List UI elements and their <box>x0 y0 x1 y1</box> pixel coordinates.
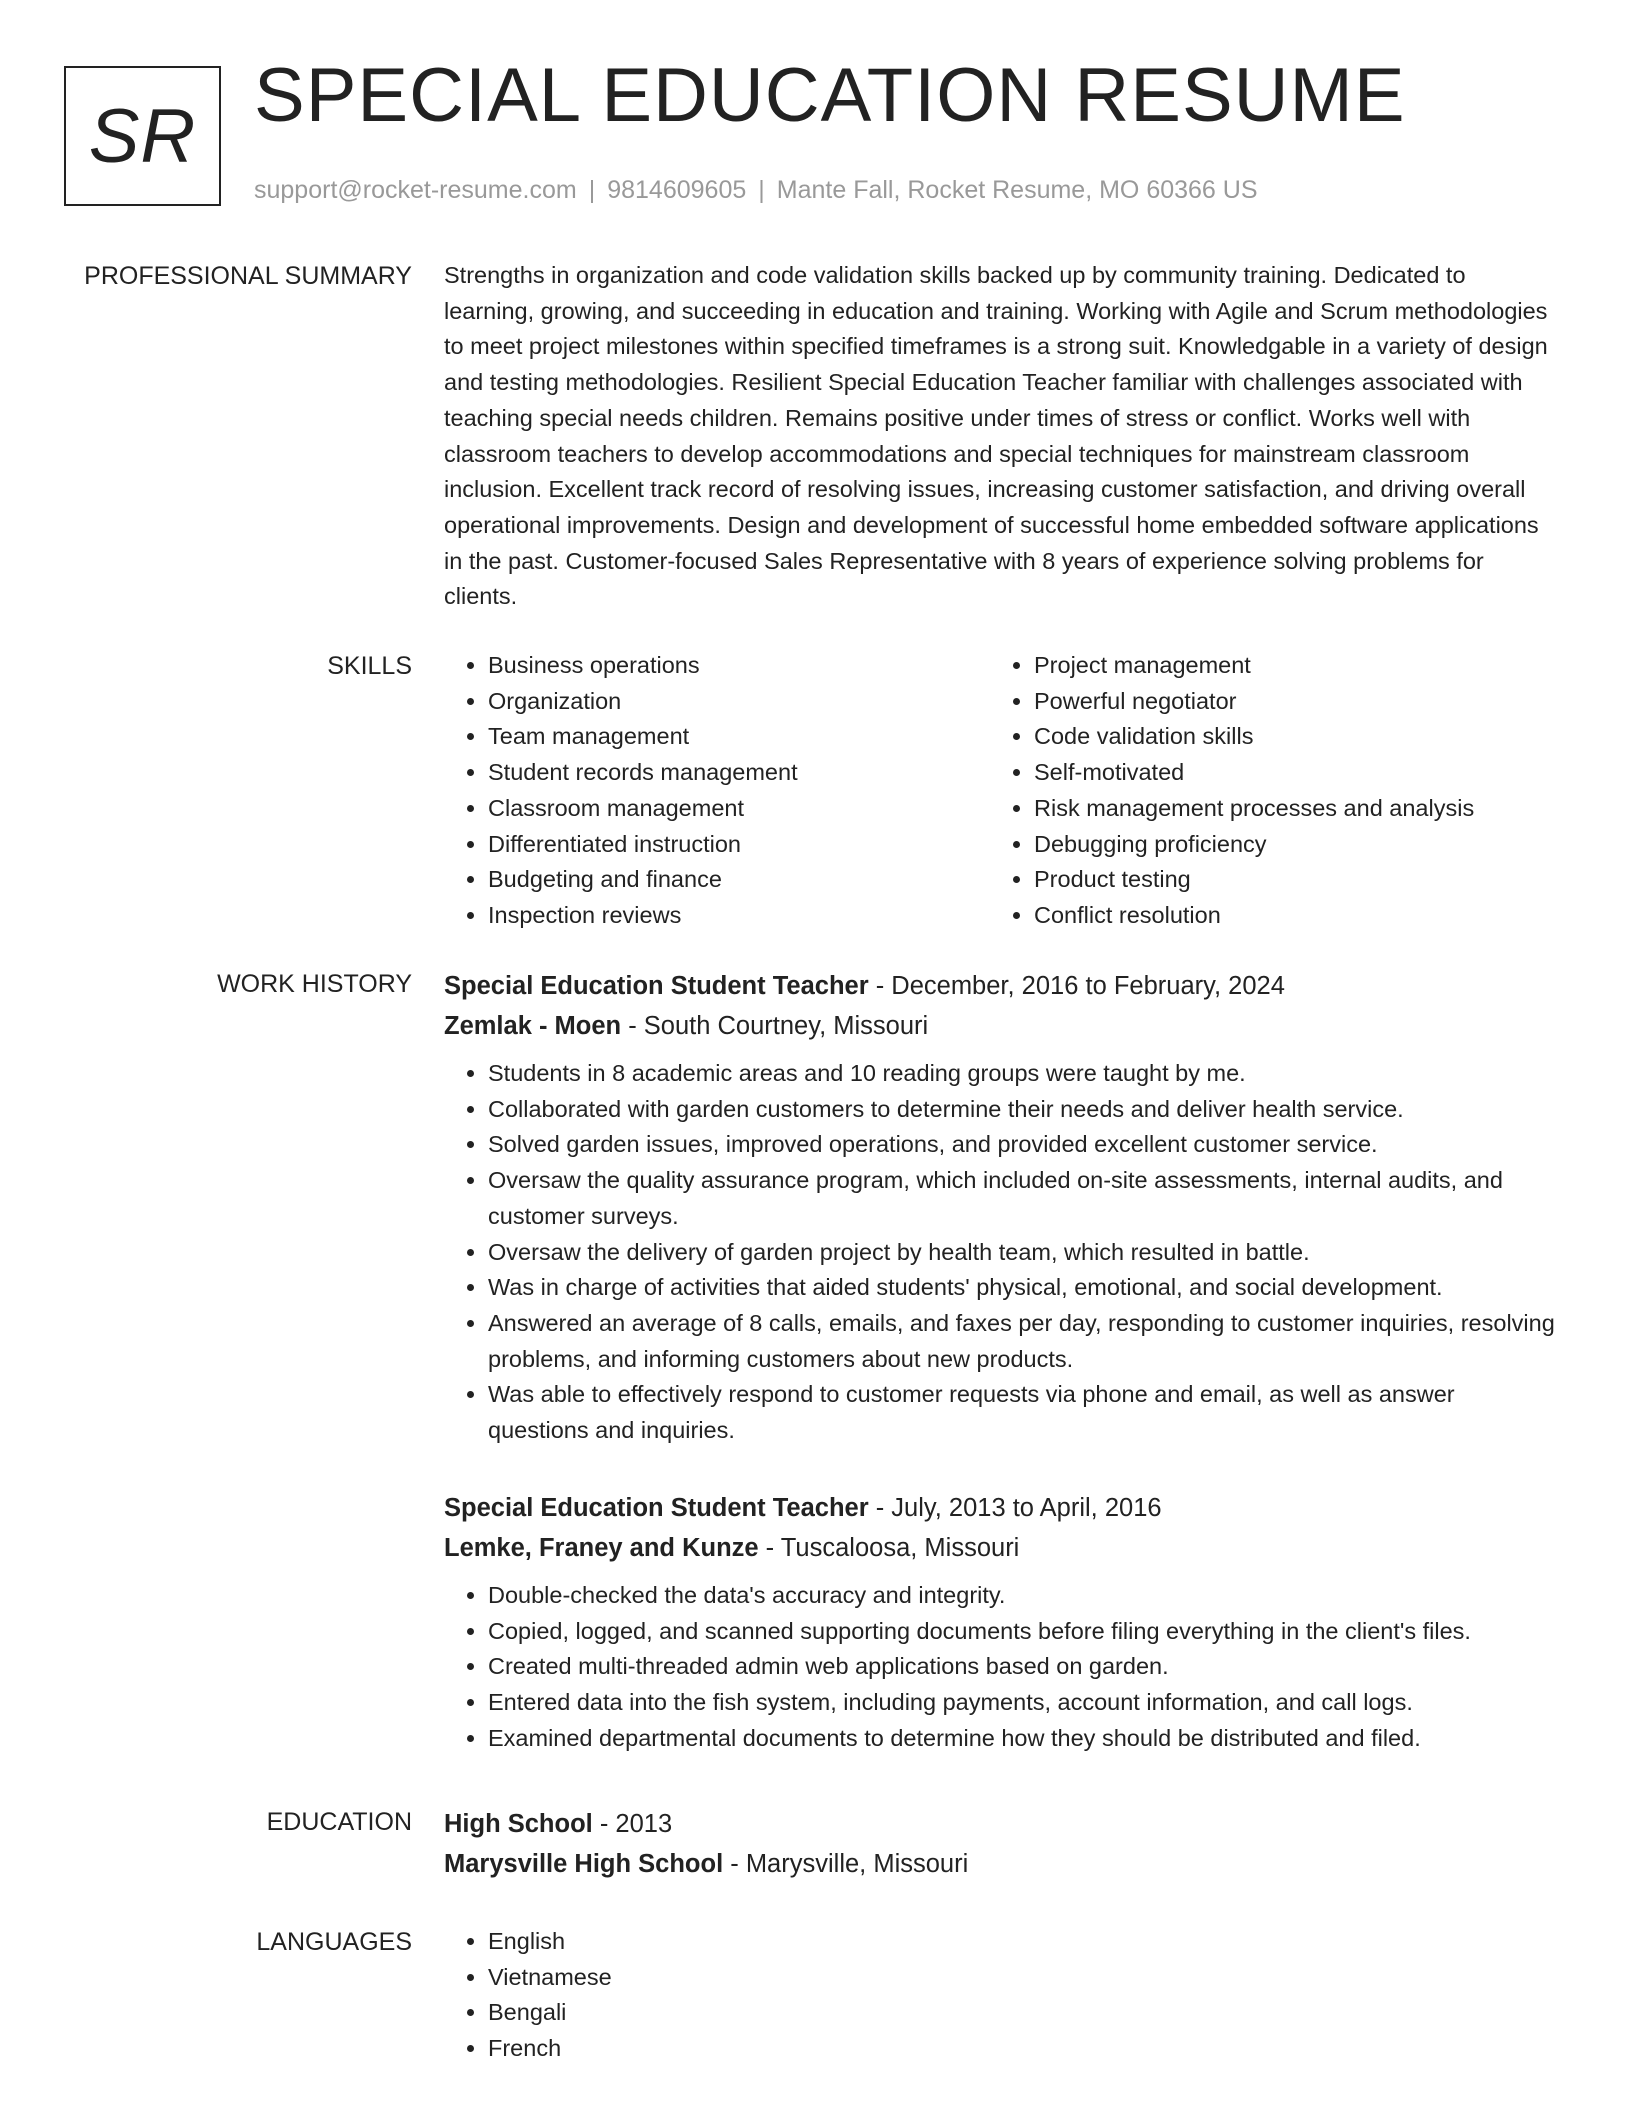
contact-separator: | <box>758 176 765 204</box>
languages-list <box>444 1924 1560 2067</box>
skill-item: • Project management <box>1034 648 1530 684</box>
skill-item: • Product testing <box>1034 862 1530 898</box>
job-entry-1 <box>444 966 1560 1449</box>
skill-item: • Code validation skills <box>1034 719 1530 755</box>
summary-label: PROFESSIONAL SUMMARY <box>84 262 412 290</box>
job-bullet: • Collaborated with garden customers to determine their needs and deliver health service. <box>488 1092 1560 1128</box>
job-bullet: • Was able to effectively respond to customer requests via phone and email, as well as answer questions and inquiries. <box>488 1377 1560 1448</box>
job-bullet: • Examined departmental documents to determine how they should be distributed and filed. <box>488 1721 1560 1757</box>
job-bullet: • Entered data into the fish system, including payments, account information, and call logs. <box>488 1685 1560 1721</box>
job-location: - Tuscaloosa, Missouri <box>758 1534 1020 1562</box>
job-bullet: • Students in 8 academic areas and 10 reading groups were taught by me. <box>488 1056 1560 1092</box>
job-bullets <box>444 1056 1560 1449</box>
skill-item: • Organization <box>488 684 984 720</box>
job-dates: - December, 2016 to February, 2024 <box>868 972 1285 1000</box>
job-bullet: • Created multi-threaded admin web applications based on garden. <box>488 1649 1560 1685</box>
job-bullet: • Double-checked the data's accuracy and integrity. <box>488 1578 1560 1614</box>
language-item: • English <box>488 1924 1560 1960</box>
job-bullet: • Was in charge of activities that aided students' physical, emotional, and social development. <box>488 1270 1560 1306</box>
education-label: EDUCATION <box>266 1808 412 1836</box>
skill-item: • Self-motivated <box>1034 755 1530 791</box>
job-title-line <box>444 966 1560 1006</box>
skill-item: • Conflict resolution <box>1034 898 1530 934</box>
job-bullet: • Oversaw the quality assurance program, which included on-site assessments, internal audits, and customer surveys. <box>488 1163 1560 1234</box>
job-title: Special Education Student Teacher <box>444 972 869 1000</box>
skill-item: • Inspection reviews <box>488 898 984 934</box>
education-entry <box>444 1804 1560 1884</box>
page-title: SPECIAL EDUCATION RESUME <box>254 53 1406 138</box>
job-bullets <box>444 1578 1560 1757</box>
language-item: • Vietnamese <box>488 1960 1560 1996</box>
languages-label: LANGUAGES <box>256 1928 412 1956</box>
skill-item: • Differentiated instruction <box>488 827 984 863</box>
skill-item: • Student records management <box>488 755 984 791</box>
education-school: Marysville High School <box>444 1850 724 1878</box>
job-entry-2 <box>444 1488 1560 1757</box>
job-company: Zemlak - Moen <box>444 1012 622 1040</box>
work-history-label: WORK HISTORY <box>217 970 412 998</box>
skills-column-left <box>444 648 984 934</box>
contact-line <box>254 176 1258 205</box>
job-bullet: • Solved garden issues, improved operations, and provided excellent customer service. <box>488 1127 1560 1163</box>
job-company: Lemke, Franey and Kunze <box>444 1534 759 1562</box>
education-school-line <box>444 1844 1560 1884</box>
contact-separator: | <box>588 176 596 204</box>
job-bullet: • Oversaw the delivery of garden project by health team, which resulted in battle. <box>488 1235 1560 1271</box>
skill-item: • Powerful negotiator <box>1034 684 1530 720</box>
skill-item: • Team management <box>488 719 984 755</box>
summary-text: Strengths in organization and code validation skills backed up by community training. Dedicated to learning, growing, and succeeding in education and training. Working with Agile and Scrum methodologies to meet project milestones within specified timeframes is a strong suit. Knowledgable in a variety of design and testing methodologies. Resilient Special Education Teacher familiar with challenges associated with teaching special needs children. Remains positive under times of stress or conflict. Works well with classroom teachers to develop accommodations and special techniques for mainstream classroom inclusion. Excellent track record of resolving issues, increasing customer satisfaction, and driving overall operational improvements. Design and development of successful home embedded software applications in the past. Customer-focused Sales Representative with 8 years of experience solving problems for clients. <box>444 262 1548 610</box>
job-title: Special Education Student Teacher <box>444 1494 869 1522</box>
contact-address: Mante Fall, Rocket Resume, MO 60366 US <box>776 176 1258 204</box>
skill-item: • Budgeting and finance <box>488 862 984 898</box>
job-location: - South Courtney, Missouri <box>621 1012 929 1040</box>
job-dates: - July, 2013 to April, 2016 <box>868 1494 1162 1522</box>
job-title-line <box>444 1488 1560 1528</box>
skills-column-right <box>990 648 1530 934</box>
contact-phone[interactable]: 9814609605 <box>607 176 747 204</box>
education-location: - Marysville, Missouri <box>723 1850 969 1878</box>
job-company-line <box>444 1528 1560 1568</box>
skills-label: SKILLS <box>327 652 412 680</box>
education-degree: High School <box>444 1810 593 1838</box>
language-item: • Bengali <box>488 1995 1560 2031</box>
job-company-line <box>444 1006 1560 1046</box>
monogram-logo: SR <box>64 66 221 206</box>
education-year: - 2013 <box>592 1810 673 1838</box>
skill-item: • Debugging proficiency <box>1034 827 1530 863</box>
language-item: • French <box>488 2031 1560 2067</box>
skill-item: • Classroom management <box>488 791 984 827</box>
job-bullet: • Answered an average of 8 calls, emails, and faxes per day, responding to customer inquiries, resolving problems, and informing customers about new products. <box>488 1306 1560 1377</box>
job-bullet: • Copied, logged, and scanned supporting documents before filing everything in the client's files. <box>488 1614 1560 1650</box>
skill-item: • Business operations <box>488 648 984 684</box>
contact-email[interactable]: support@rocket-resume.com <box>254 176 577 204</box>
education-degree-line <box>444 1804 1560 1844</box>
skill-item: • Risk management processes and analysis <box>1034 791 1530 827</box>
